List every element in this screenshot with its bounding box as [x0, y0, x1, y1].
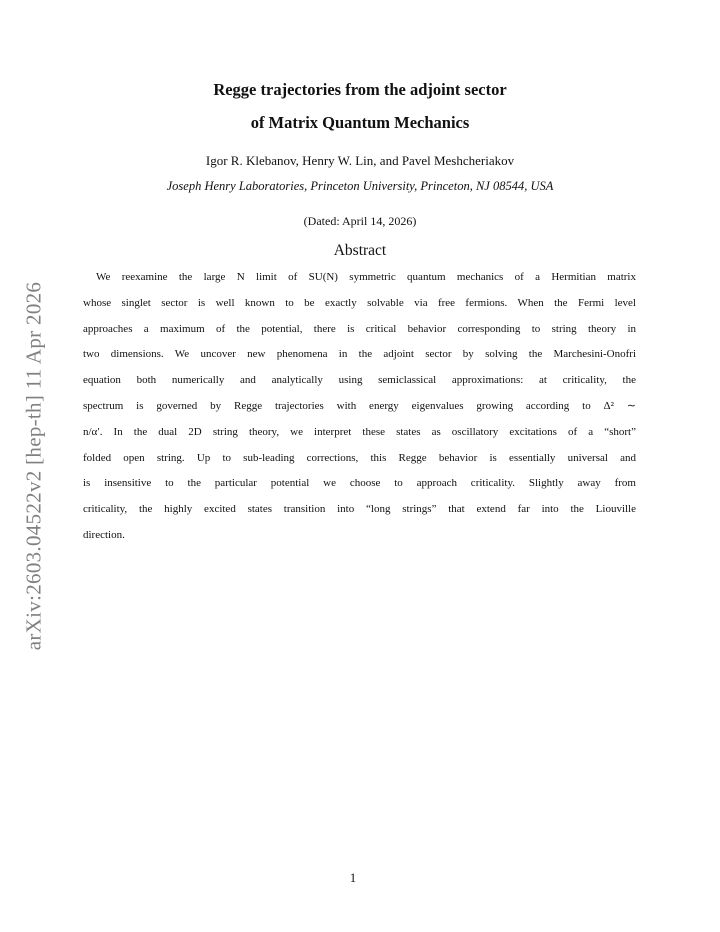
abstract-line: is insensitive to the particular potential we choose to approach criticality. Slightly away from — [83, 477, 636, 490]
abstract-body — [83, 265, 636, 549]
abstract-line: two dimensions. We uncover new phenomena in the adjoint sector by solving the Marchesini-Onofri — [83, 348, 636, 361]
abstract-line: We reexamine the large N limit of SU(N) symmetric quantum mechanics of a Hermitian matrix — [96, 271, 636, 283]
arxiv-identifier-stamp: arXiv:2603.04522v2 [hep-th] 11 Apr 2026 — [21, 281, 46, 651]
abstract-line: criticality, the highly excited states transition into “long strings” that extend far into the Liouville — [83, 503, 636, 516]
abstract-line: folded open string. Up to sub-leading corrections, this Regge behavior is essentially universal and — [83, 451, 636, 464]
author-affiliation: Joseph Henry Laboratories, Princeton University, Princeton, NJ 08544, USA — [166, 179, 554, 193]
abstract-line: whose singlet sector is well known to be exactly solvable via free fermions. When the Fermi level — [83, 296, 636, 309]
abstract-line: approaches a maximum of the potential, there is critical behavior corresponding to string theory in — [83, 322, 636, 335]
abstract-line: spectrum is governed by Regge trajectories with energy eigenvalues growing according to Δ² ∼ — [83, 399, 636, 412]
publication-date: (Dated: April 14, 2026) — [303, 214, 417, 228]
abstract-line: n/α′. In the dual 2D string theory, we interpret these states as oscillatory excitations of a “short” — [83, 425, 636, 438]
abstract-line: direction. — [83, 528, 125, 541]
paper-title-line-1: Regge trajectories from the adjoint sector — [213, 80, 507, 99]
abstract-heading: Abstract — [333, 242, 387, 259]
abstract-line: equation both numerically and analytically using semiclassical approximations: at criticality, the — [83, 374, 636, 387]
author-list: Igor R. Klebanov, Henry W. Lin, and Pavel Meshcheriakov — [205, 153, 515, 168]
paper-title-line-2: of Matrix Quantum Mechanics — [250, 113, 470, 132]
page-number: 1 — [349, 871, 357, 885]
